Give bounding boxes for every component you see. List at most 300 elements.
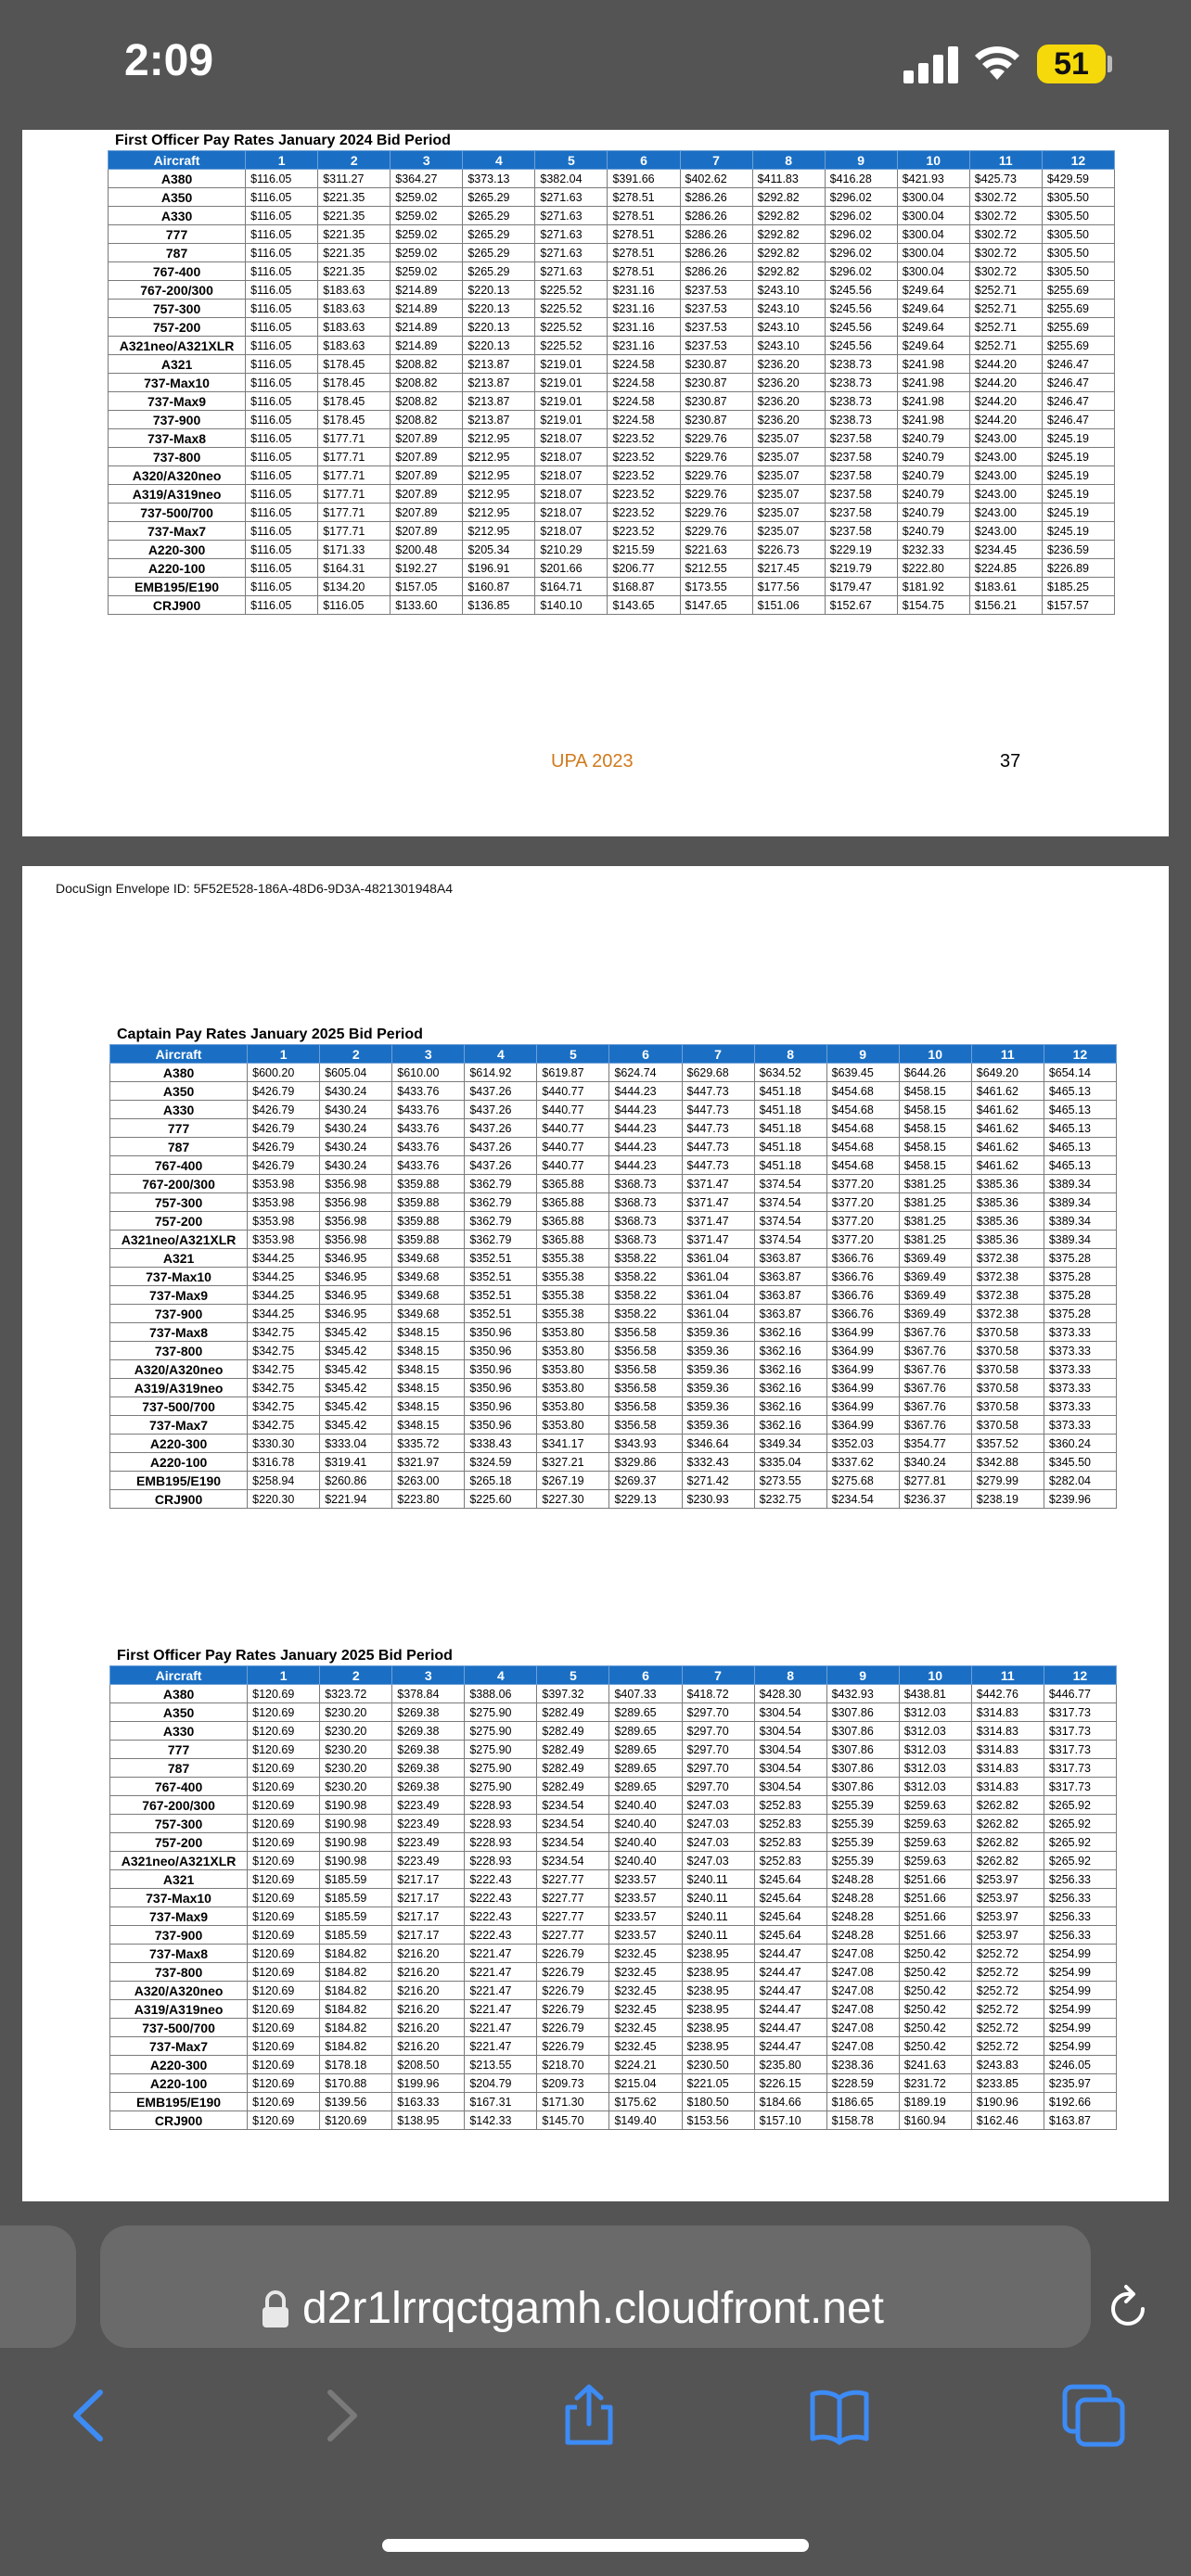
pay-rate-cell: $437.26 [465, 1082, 537, 1101]
pay-rate-cell: $314.83 [971, 1741, 1044, 1759]
pay-rate-cell: $217.45 [752, 559, 825, 578]
pay-rate-cell: $250.42 [899, 2019, 971, 2037]
pay-rate-cell: $216.20 [392, 1945, 465, 1963]
reload-icon[interactable] [1102, 2283, 1154, 2335]
pay-rate-cell: $372.38 [971, 1305, 1044, 1323]
pay-rate-cell: $254.99 [1044, 1982, 1116, 2000]
page-number: 37 [1000, 751, 1021, 772]
pay-rate-cell: $190.98 [320, 1852, 392, 1870]
pay-rate-cell: $116.05 [246, 225, 318, 244]
pay-rate-cell: $153.56 [682, 2111, 754, 2130]
pay-rate-cell: $254.99 [1044, 1945, 1116, 1963]
table-row [110, 1852, 1117, 1870]
aircraft-cell: A321 [109, 355, 246, 374]
pay-rate-cell: $238.95 [682, 2037, 754, 2056]
pay-rate-cell: $116.05 [246, 559, 318, 578]
pay-rate-cell: $164.31 [318, 559, 391, 578]
pay-rate-cell: $317.73 [1044, 1741, 1116, 1759]
pay-rate-cell: $335.72 [392, 1435, 465, 1453]
table-row [110, 1685, 1117, 1703]
table-row [110, 2074, 1117, 2093]
table-title: First Officer Pay Rates January 2025 Bid Period [117, 1648, 453, 1664]
pay-rate-cell: $371.47 [682, 1212, 754, 1231]
pay-rate-cell: $366.76 [826, 1249, 899, 1268]
pay-rate-cell: $307.86 [826, 1759, 899, 1778]
pay-rate-cell: $444.23 [609, 1101, 682, 1119]
pay-rate-cell: $183.63 [318, 281, 391, 300]
pay-rate-cell: $116.05 [318, 596, 391, 615]
pay-rate-cell: $244.20 [969, 392, 1042, 411]
pay-rate-cell: $381.25 [899, 1175, 971, 1193]
pay-rate-cell: $344.25 [248, 1249, 320, 1268]
pay-rate-cell: $300.04 [897, 244, 969, 262]
pay-rate-cell: $265.92 [1044, 1796, 1116, 1815]
pay-rate-cell: $192.27 [391, 559, 463, 578]
pay-rate-cell: $359.88 [392, 1231, 465, 1249]
pay-rate-cell: $271.63 [535, 262, 608, 281]
pay-rate-cell: $465.13 [1044, 1138, 1116, 1156]
pay-rate-cell: $253.97 [971, 1907, 1044, 1926]
pay-rate-cell: $369.49 [899, 1286, 971, 1305]
pay-rate-cell: $247.08 [826, 1945, 899, 1963]
fo-2024-pay-table [108, 150, 1115, 615]
pay-rate-cell: $213.87 [463, 374, 535, 392]
home-indicator[interactable] [382, 2539, 809, 2552]
pay-rate-cell: $173.55 [680, 578, 752, 596]
pay-rate-cell: $297.70 [682, 1703, 754, 1722]
column-header-step: 4 [465, 1045, 537, 1064]
pay-rate-cell: $343.93 [609, 1435, 682, 1453]
pay-rate-cell: $177.71 [318, 429, 391, 448]
pay-rate-cell: $226.79 [537, 2019, 609, 2037]
pay-rate-cell: $226.79 [537, 2037, 609, 2056]
pay-rate-cell: $275.90 [465, 1722, 537, 1741]
aircraft-cell: 777 [110, 1119, 248, 1138]
cellular-signal-icon [903, 45, 959, 83]
aircraft-cell: 787 [110, 1138, 248, 1156]
pay-rate-cell: $374.54 [754, 1175, 826, 1193]
pay-rate-cell: $262.82 [971, 1815, 1044, 1833]
table-row [110, 1064, 1117, 1082]
previous-tab-preview[interactable] [0, 2225, 76, 2348]
pay-rate-cell: $278.51 [608, 225, 680, 244]
pay-rate-cell: $458.15 [899, 1156, 971, 1175]
pay-rate-cell: $269.38 [392, 1778, 465, 1796]
pay-rate-cell: $225.52 [535, 318, 608, 337]
pay-rate-cell: $245.56 [825, 300, 897, 318]
pay-rate-cell: $375.28 [1044, 1249, 1116, 1268]
pay-rate-cell: $259.63 [899, 1852, 971, 1870]
pay-rate-cell: $319.41 [320, 1453, 392, 1472]
aircraft-cell: A321 [110, 1870, 248, 1889]
pay-rate-cell: $332.43 [682, 1453, 754, 1472]
pay-rate-cell: $184.82 [320, 1963, 392, 1982]
pay-rate-cell: $120.69 [248, 1796, 320, 1815]
table-header-row [110, 1666, 1117, 1685]
aircraft-cell: A319/A319neo [110, 2000, 248, 2019]
pay-rate-cell: $116.05 [246, 485, 318, 504]
column-header-step: 3 [392, 1045, 465, 1064]
pay-rate-cell: $296.02 [825, 244, 897, 262]
aircraft-cell: 737-Max7 [110, 1416, 248, 1435]
pay-rate-cell: $314.83 [971, 1778, 1044, 1796]
pay-rate-cell: $317.73 [1044, 1759, 1116, 1778]
pay-rate-cell: $224.58 [608, 411, 680, 429]
pay-rate-cell: $348.15 [392, 1397, 465, 1416]
pay-rate-cell: $120.69 [248, 1945, 320, 1963]
table-row [110, 1138, 1117, 1156]
pay-rate-cell: $433.76 [392, 1156, 465, 1175]
table-row [109, 559, 1115, 578]
aircraft-cell: CRJ900 [109, 596, 246, 615]
pay-rate-cell: $255.69 [1042, 300, 1114, 318]
pay-rate-cell: $292.82 [752, 188, 825, 207]
pay-rate-cell: $374.54 [754, 1231, 826, 1249]
pay-rate-cell: $253.97 [971, 1870, 1044, 1889]
pay-rate-cell: $223.52 [608, 522, 680, 541]
aircraft-cell: CRJ900 [110, 2111, 248, 2130]
pay-rate-cell: $370.58 [971, 1360, 1044, 1379]
document-page-37 [22, 130, 1169, 836]
pay-rate-cell: $300.04 [897, 262, 969, 281]
aircraft-cell: A220-300 [110, 2056, 248, 2074]
pay-rate-cell: $437.26 [465, 1156, 537, 1175]
pay-rate-cell: $245.64 [754, 1907, 826, 1926]
table-row [110, 1305, 1117, 1323]
pay-rate-cell: $243.00 [969, 429, 1042, 448]
pay-rate-cell: $350.96 [465, 1379, 537, 1397]
pay-rate-cell: $232.45 [609, 1982, 682, 2000]
pay-rate-cell: $221.35 [318, 244, 391, 262]
aircraft-cell: A321 [110, 1249, 248, 1268]
tabs-icon[interactable] [1061, 2383, 1126, 2448]
table-row [109, 337, 1115, 355]
pay-rate-cell: $342.75 [248, 1379, 320, 1397]
pay-rate-cell: $185.59 [320, 1907, 392, 1926]
captain-2025-pay-table [109, 1044, 1117, 1509]
pay-rate-cell: $251.66 [899, 1907, 971, 1926]
pay-rate-cell: $363.87 [754, 1268, 826, 1286]
table-row [109, 355, 1115, 374]
table-row [110, 2019, 1117, 2037]
pay-rate-cell: $243.10 [752, 337, 825, 355]
column-header-step: 9 [826, 1666, 899, 1685]
pay-rate-cell: $120.69 [248, 1852, 320, 1870]
pay-rate-cell: $416.28 [825, 170, 897, 188]
pay-rate-cell: $355.38 [537, 1268, 609, 1286]
pay-rate-cell: $226.79 [537, 1945, 609, 1963]
pay-rate-cell: $304.54 [754, 1759, 826, 1778]
pay-rate-cell: $221.35 [318, 262, 391, 281]
aircraft-cell: A350 [109, 188, 246, 207]
pay-rate-cell: $221.35 [318, 207, 391, 225]
pay-rate-cell: $433.76 [392, 1119, 465, 1138]
pay-rate-cell: $372.38 [971, 1286, 1044, 1305]
pay-rate-cell: $247.03 [682, 1833, 754, 1852]
pay-rate-cell: $116.05 [246, 188, 318, 207]
pay-rate-cell: $220.13 [463, 281, 535, 300]
pay-rate-cell: $359.88 [392, 1193, 465, 1212]
pay-rate-cell: $382.04 [535, 170, 608, 188]
pay-rate-cell: $271.63 [535, 225, 608, 244]
pay-rate-cell: $184.82 [320, 1945, 392, 1963]
pay-rate-cell: $190.98 [320, 1815, 392, 1833]
pay-rate-cell: $178.18 [320, 2056, 392, 2074]
pay-rate-cell: $221.05 [682, 2074, 754, 2093]
pay-rate-cell: $359.36 [682, 1323, 754, 1342]
pay-rate-cell: $229.76 [680, 466, 752, 485]
pay-rate-cell: $116.05 [246, 522, 318, 541]
pay-rate-cell: $240.79 [897, 522, 969, 541]
pay-rate-cell: $373.33 [1044, 1416, 1116, 1435]
pay-rate-cell: $304.54 [754, 1703, 826, 1722]
column-header-step: 1 [246, 151, 318, 170]
pay-rate-cell: $252.71 [969, 300, 1042, 318]
pay-rate-cell: $447.73 [682, 1138, 754, 1156]
pay-rate-cell: $224.58 [608, 392, 680, 411]
pay-rate-cell: $233.57 [609, 1926, 682, 1945]
pay-rate-cell: $227.77 [537, 1870, 609, 1889]
pay-rate-cell: $353.80 [537, 1323, 609, 1342]
pay-rate-cell: $385.36 [971, 1175, 1044, 1193]
back-icon[interactable] [58, 2383, 122, 2448]
pay-rate-cell: $348.15 [392, 1360, 465, 1379]
pay-rate-cell: $282.49 [537, 1759, 609, 1778]
address-bar[interactable] [100, 2225, 1091, 2348]
pay-rate-cell: $346.95 [320, 1268, 392, 1286]
pay-rate-cell: $364.99 [826, 1360, 899, 1379]
pay-rate-cell: $241.98 [897, 411, 969, 429]
pay-rate-cell: $250.42 [899, 1945, 971, 1963]
pay-rate-cell: $342.75 [248, 1360, 320, 1379]
table-row [110, 1796, 1117, 1815]
table-row [109, 262, 1115, 281]
pay-rate-cell: $389.34 [1044, 1175, 1116, 1193]
pay-rate-cell: $233.57 [609, 1889, 682, 1907]
pay-rate-cell: $215.04 [609, 2074, 682, 2093]
aircraft-cell: EMB195/E190 [109, 578, 246, 596]
pay-rate-cell: $238.95 [682, 1945, 754, 1963]
aircraft-cell: 737-Max8 [110, 1945, 248, 1963]
pay-rate-cell: $444.23 [609, 1119, 682, 1138]
pay-rate-cell: $321.97 [392, 1453, 465, 1472]
pay-rate-cell: $120.69 [248, 1982, 320, 2000]
pay-rate-cell: $247.03 [682, 1815, 754, 1833]
pay-rate-cell: $389.34 [1044, 1193, 1116, 1212]
pay-rate-cell: $186.65 [826, 2093, 899, 2111]
pay-rate-cell: $357.52 [971, 1435, 1044, 1453]
pay-rate-cell: $156.21 [969, 596, 1042, 615]
pay-rate-cell: $356.98 [320, 1231, 392, 1249]
pay-rate-cell: $218.07 [535, 522, 608, 541]
pay-rate-cell: $116.05 [246, 596, 318, 615]
pay-rate-cell: $252.71 [969, 337, 1042, 355]
pay-rate-cell: $349.34 [754, 1435, 826, 1453]
pay-rate-cell: $163.33 [392, 2093, 465, 2111]
pay-rate-cell: $389.34 [1044, 1212, 1116, 1231]
pay-rate-cell: $330.30 [248, 1435, 320, 1453]
pay-rate-cell: $213.87 [463, 411, 535, 429]
table-row [110, 1342, 1117, 1360]
pay-rate-cell: $244.47 [754, 1982, 826, 2000]
pay-rate-cell: $282.49 [537, 1722, 609, 1741]
pay-rate-cell: $230.93 [682, 1490, 754, 1509]
pay-rate-cell: $451.18 [754, 1082, 826, 1101]
pay-rate-cell: $256.33 [1044, 1907, 1116, 1926]
pay-rate-cell: $372.38 [971, 1268, 1044, 1286]
pay-rate-cell: $356.58 [609, 1360, 682, 1379]
pay-rate-cell: $359.88 [392, 1212, 465, 1231]
pay-rate-cell: $269.38 [392, 1722, 465, 1741]
share-icon[interactable] [557, 2383, 621, 2448]
pay-rate-cell: $430.24 [320, 1101, 392, 1119]
pay-rate-cell: $229.76 [680, 522, 752, 541]
aircraft-cell: 737-Max8 [110, 1323, 248, 1342]
aircraft-cell: A220-100 [110, 1453, 248, 1472]
pay-rate-cell: $362.79 [465, 1193, 537, 1212]
fo-2025-pay-table [109, 1665, 1117, 2130]
pay-rate-cell: $252.71 [969, 281, 1042, 300]
pay-rate-cell: $350.96 [465, 1323, 537, 1342]
pay-rate-cell: $190.98 [320, 1796, 392, 1815]
table-row [110, 1416, 1117, 1435]
table-row [110, 1212, 1117, 1231]
pay-rate-cell: $207.89 [391, 448, 463, 466]
bookmarks-icon[interactable] [807, 2383, 872, 2448]
column-header-step: 8 [752, 151, 825, 170]
pay-rate-cell: $353.98 [248, 1212, 320, 1231]
pay-rate-cell: $296.02 [825, 188, 897, 207]
pay-rate-cell: $179.47 [825, 578, 897, 596]
pay-rate-cell: $253.97 [971, 1889, 1044, 1907]
pay-rate-cell: $259.02 [391, 244, 463, 262]
pay-rate-cell: $350.96 [465, 1397, 537, 1416]
pay-rate-cell: $259.02 [391, 207, 463, 225]
pay-rate-cell: $240.11 [682, 1889, 754, 1907]
pay-rate-cell: $297.70 [682, 1741, 754, 1759]
pay-rate-cell: $236.20 [752, 411, 825, 429]
pay-rate-cell: $221.35 [318, 188, 391, 207]
pay-rate-cell: $183.63 [318, 337, 391, 355]
pay-rate-cell: $177.71 [318, 522, 391, 541]
pay-rate-cell: $356.58 [609, 1342, 682, 1360]
pay-rate-cell: $233.57 [609, 1907, 682, 1926]
pay-rate-cell: $329.86 [609, 1453, 682, 1472]
table-row [109, 392, 1115, 411]
pay-rate-cell: $437.26 [465, 1138, 537, 1156]
pay-rate-cell: $218.07 [535, 466, 608, 485]
pay-rate-cell: $465.13 [1044, 1119, 1116, 1138]
pay-rate-cell: $227.30 [537, 1490, 609, 1509]
pay-rate-cell: $230.50 [682, 2056, 754, 2074]
pay-rate-cell: $116.05 [246, 244, 318, 262]
pay-rate-cell: $253.97 [971, 1926, 1044, 1945]
pay-rate-cell: $237.58 [825, 485, 897, 504]
pay-rate-cell: $245.19 [1042, 429, 1114, 448]
pay-rate-cell: $373.33 [1044, 1379, 1116, 1397]
pay-rate-cell: $238.95 [682, 1982, 754, 2000]
pay-rate-cell: $219.79 [825, 559, 897, 578]
pay-rate-cell: $282.49 [537, 1778, 609, 1796]
pay-rate-cell: $120.69 [248, 1833, 320, 1852]
pay-rate-cell: $345.42 [320, 1397, 392, 1416]
pay-rate-cell: $222.43 [465, 1926, 537, 1945]
aircraft-cell: 737-Max9 [109, 392, 246, 411]
pay-rate-cell: $349.68 [392, 1286, 465, 1305]
column-header-step: 3 [392, 1666, 465, 1685]
pay-rate-cell: $248.28 [826, 1926, 899, 1945]
pay-rate-cell: $229.76 [680, 429, 752, 448]
forward-icon[interactable] [308, 2383, 373, 2448]
pay-rate-cell: $312.03 [899, 1741, 971, 1759]
pay-rate-cell: $426.79 [248, 1101, 320, 1119]
pay-rate-cell: $440.77 [537, 1119, 609, 1138]
pay-rate-cell: $184.82 [320, 2019, 392, 2037]
column-header-step: 1 [248, 1666, 320, 1685]
pay-rate-cell: $210.29 [535, 541, 608, 559]
pay-rate-cell: $240.79 [897, 448, 969, 466]
status-bar [0, 0, 1191, 130]
pay-rate-cell: $250.42 [899, 1982, 971, 2000]
table-row [110, 1156, 1117, 1175]
pay-rate-cell: $411.83 [752, 170, 825, 188]
pay-rate-cell: $244.47 [754, 2000, 826, 2019]
aircraft-cell: 767-200/300 [110, 1796, 248, 1815]
pay-rate-cell: $206.77 [608, 559, 680, 578]
aircraft-cell: A380 [110, 1064, 248, 1082]
pay-rate-cell: $246.47 [1042, 411, 1114, 429]
pay-rate-cell: $346.64 [682, 1435, 754, 1453]
table-row [110, 1379, 1117, 1397]
pay-rate-cell: $304.54 [754, 1722, 826, 1741]
pay-rate-cell: $223.49 [392, 1815, 465, 1833]
pay-rate-cell: $302.72 [969, 244, 1042, 262]
pay-rate-cell: $282.49 [537, 1741, 609, 1759]
pay-rate-cell: $245.56 [825, 281, 897, 300]
pay-rate-cell: $267.19 [537, 1472, 609, 1490]
pay-rate-cell: $368.73 [609, 1231, 682, 1249]
pay-rate-cell: $225.52 [535, 281, 608, 300]
pay-rate-cell: $440.77 [537, 1138, 609, 1156]
pay-rate-cell: $230.87 [680, 411, 752, 429]
pay-rate-cell: $228.93 [465, 1852, 537, 1870]
aircraft-cell: 767-400 [110, 1778, 248, 1796]
table-row [109, 578, 1115, 596]
pay-rate-cell: $200.48 [391, 541, 463, 559]
pay-rate-cell: $236.59 [1042, 541, 1114, 559]
column-header-step: 6 [609, 1666, 682, 1685]
pay-rate-cell: $208.82 [391, 411, 463, 429]
table-row [109, 596, 1115, 615]
pay-rate-cell: $305.50 [1042, 188, 1114, 207]
pay-rate-cell: $251.66 [899, 1870, 971, 1889]
pay-rate-cell: $465.13 [1044, 1101, 1116, 1119]
column-header-step: 11 [969, 151, 1042, 170]
url-text: d2r1lrrqctgamh.cloudfront.net [302, 2284, 884, 2333]
pay-rate-cell: $252.72 [971, 1963, 1044, 1982]
pay-rate-cell: $228.93 [465, 1833, 537, 1852]
pay-rate-cell: $349.68 [392, 1305, 465, 1323]
pay-rate-cell: $366.76 [826, 1286, 899, 1305]
aircraft-cell: 757-200 [110, 1833, 248, 1852]
pay-rate-cell: $116.05 [246, 318, 318, 337]
column-header-step: 10 [899, 1045, 971, 1064]
pay-rate-cell: $362.79 [465, 1231, 537, 1249]
pay-rate-cell: $222.43 [465, 1907, 537, 1926]
pay-rate-cell: $116.05 [246, 466, 318, 485]
pay-rate-cell: $286.26 [680, 207, 752, 225]
pay-rate-cell: $230.20 [320, 1778, 392, 1796]
